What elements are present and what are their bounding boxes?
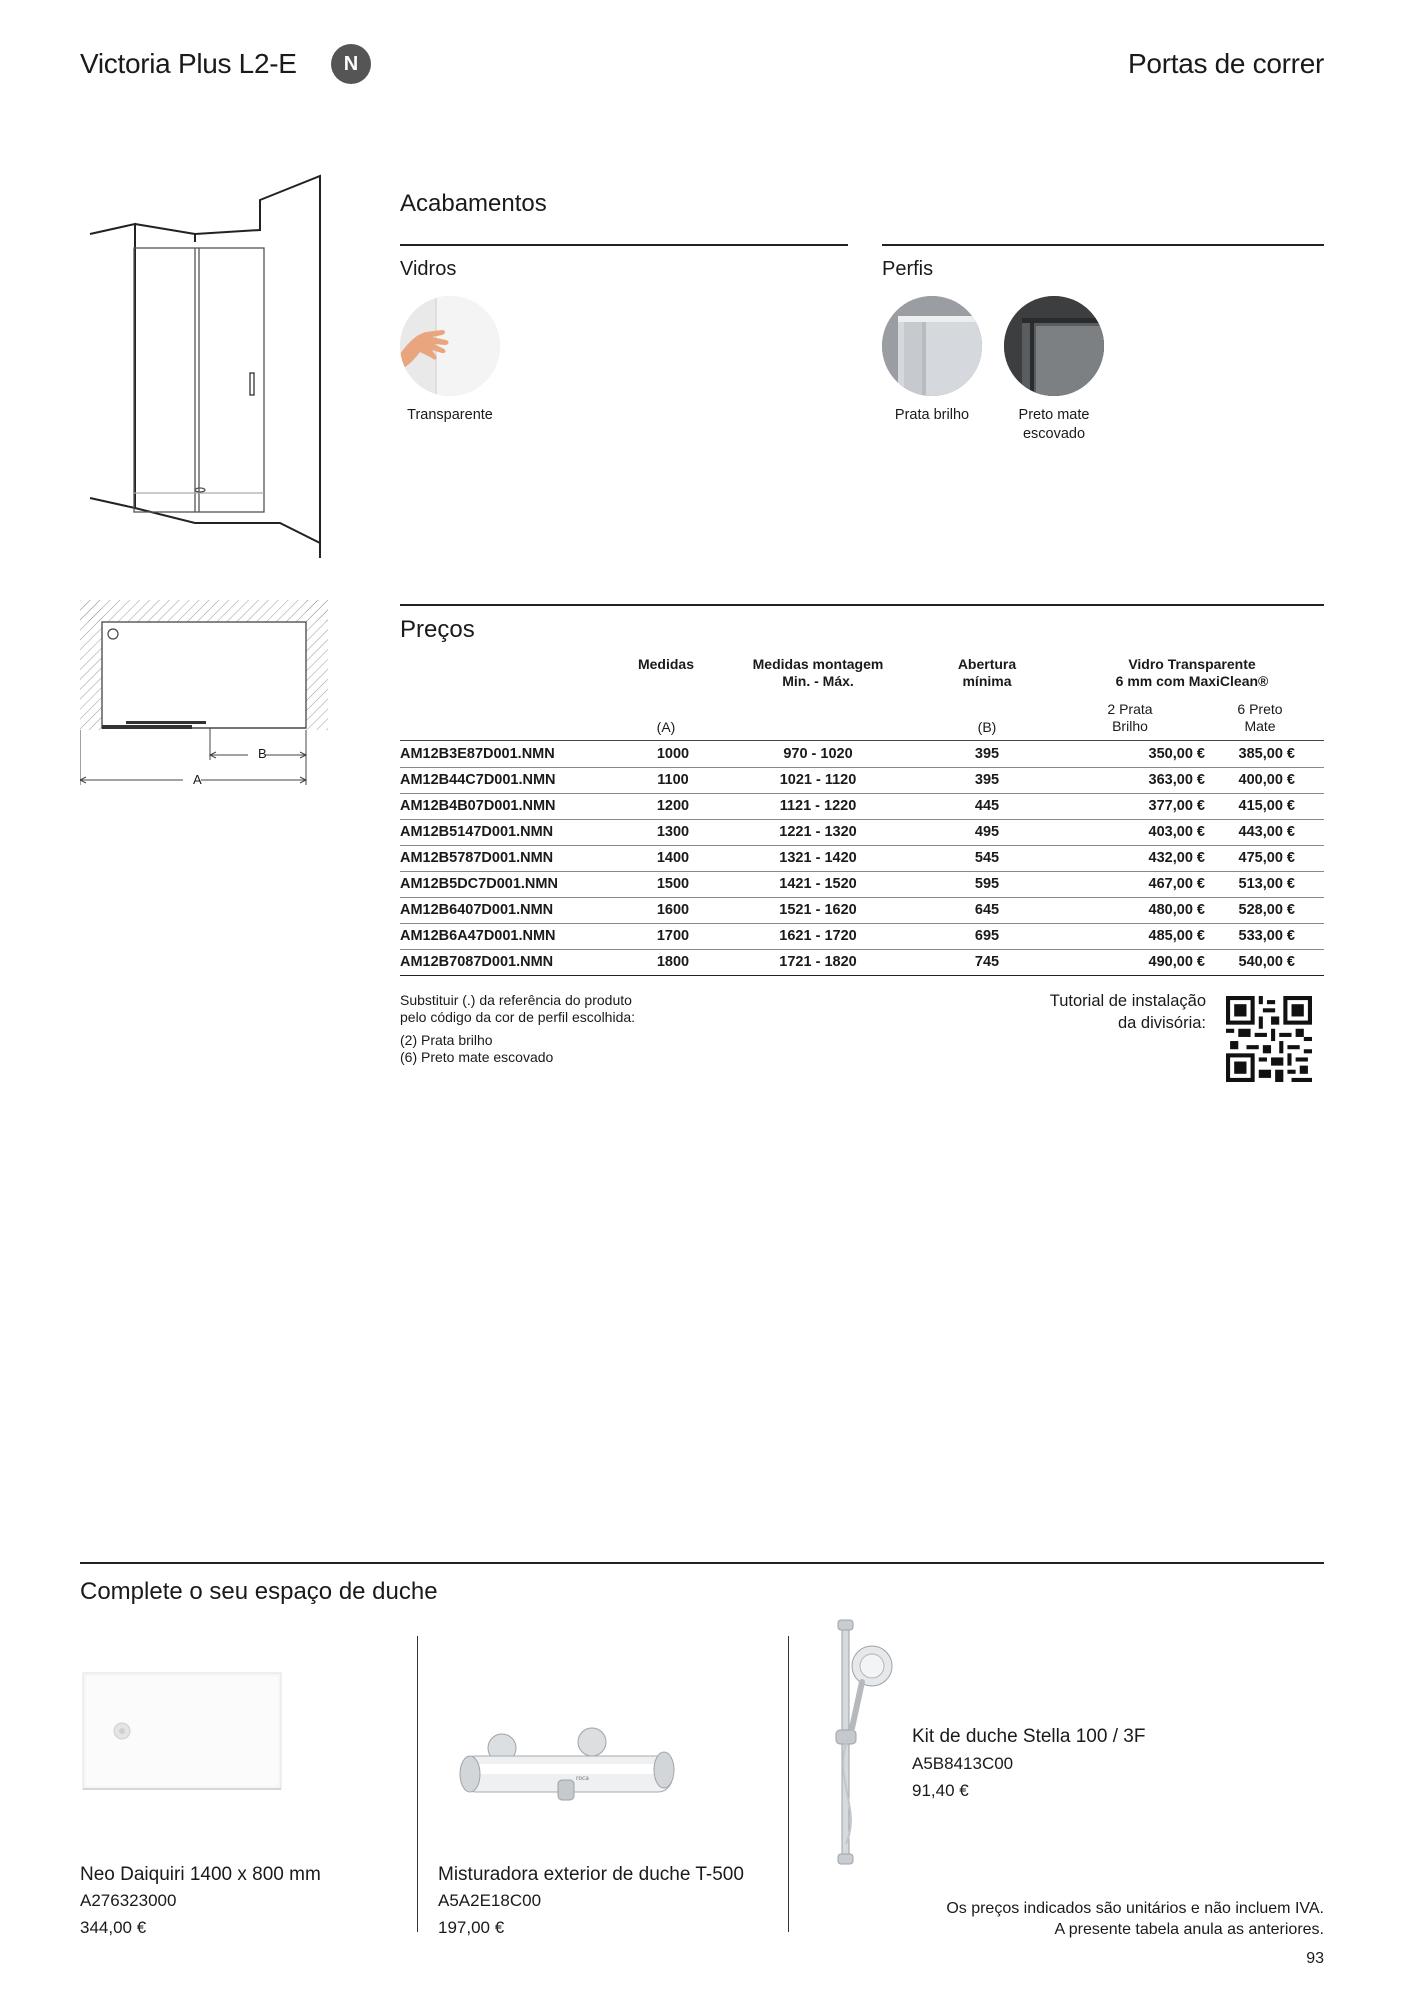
header-col6: 6 Preto Mate	[1237, 701, 1283, 734]
profiles-label: Perfis	[882, 258, 934, 280]
table-row: AM12B5787D001.NMN 1400 1321 - 1420 545 432,00 € 475,00 €	[400, 845, 1324, 872]
product-name: Neo Daiquiri 1400 x 800 mm	[80, 1864, 321, 1885]
product-name: Kit de duche Stella 100 / 3F	[912, 1726, 1146, 1747]
profile-swatch-black	[1004, 296, 1104, 396]
prices-title: Preços	[400, 616, 475, 643]
black-profile-icon	[1004, 296, 1104, 396]
product-code: A276323000	[80, 1891, 177, 1910]
header-medidas-sub: (A)	[656, 719, 676, 735]
hand-on-glass-icon	[400, 296, 500, 396]
header-medidas: Medidas	[637, 656, 694, 672]
silver-profile-icon	[882, 296, 982, 396]
table-row: AM12B44C7D001.NMN 1100 1021 - 1120 395 363,00 € 400,00 €	[400, 767, 1324, 794]
svg-text:roca: roca	[576, 1775, 589, 1782]
plan-diagram	[80, 600, 330, 790]
header-vidro: Vidro Transparente 6 mm com MaxiClean®	[1115, 656, 1269, 689]
product-price: 197,00 €	[438, 1918, 505, 1937]
product-price: 344,00 €	[80, 1918, 147, 1937]
table-row: AM12B4B07D001.NMN 1200 1121 - 1220 445 377,00 € 415,00 €	[400, 793, 1324, 820]
profile-swatch-silver	[882, 296, 982, 396]
substitution-note: Substituir (.) da referência do produto pelo código da cor de perfil escolhida: (2) Prata brilho (6) Preto mate escovado	[400, 992, 636, 1065]
dimension-label-a: A	[193, 772, 202, 787]
shower-tray-image	[82, 1672, 282, 1790]
complete-title: Complete o seu espaço de duche	[80, 1578, 438, 1605]
product-code: A5B8413C00	[912, 1754, 1014, 1773]
glass-name: Transparente	[407, 407, 493, 423]
table-row: AM12B6407D001.NMN 1600 1521 - 1620 645 480,00 € 528,00 €	[400, 897, 1324, 924]
mixer-image	[458, 1720, 678, 1810]
column-divider	[788, 1636, 789, 1932]
table-row: AM12B3E87D001.NMN 1000 970 - 1020 395 350,00 € 385,00 €	[400, 741, 1324, 768]
glass-swatch-transparent	[400, 296, 500, 396]
header-montagem: Medidas montagem Min. - Máx.	[752, 656, 884, 689]
table-row: AM12B7087D001.NMN 1800 1721 - 1820 745 490,00 € 540,00 €	[400, 949, 1324, 976]
profiles-divider	[882, 244, 1324, 246]
prices-divider	[400, 604, 1324, 606]
tutorial-label: Tutorial de instalação da divisória:	[1049, 992, 1206, 1032]
glass-divider	[400, 244, 848, 246]
profile-name-black: Preto mate escovado	[1018, 407, 1090, 442]
header-col2: 2 Prata Brilho	[1107, 701, 1153, 734]
product-price: 91,40 €	[912, 1781, 969, 1800]
product-code: A5A2E18C00	[438, 1891, 542, 1910]
complete-divider	[80, 1562, 1324, 1564]
product-title: Victoria Plus L2-E	[80, 48, 297, 79]
table-row: AM12B5DC7D001.NMN 1500 1421 - 1520 595 467,00 € 513,00 €	[400, 871, 1324, 898]
table-row: AM12B5147D001.NMN 1300 1221 - 1320 495 403,00 € 443,00 €	[400, 819, 1324, 846]
header-abertura: Abertura mínima	[957, 656, 1017, 689]
header-abertura-sub: (B)	[977, 719, 997, 735]
shower-enclosure-drawing	[80, 168, 340, 558]
qr-code-icon[interactable]	[1226, 996, 1312, 1082]
glass-label: Vidros	[400, 258, 457, 280]
price-disclaimer: Os preços indicados são unitários e não incluem IVA. A presente tabela anula as anteriores.	[946, 1900, 1324, 1938]
new-badge: N	[331, 44, 371, 84]
column-divider	[417, 1636, 418, 1932]
finishes-title: Acabamentos	[400, 190, 547, 217]
profile-name-silver: Prata brilho	[894, 407, 970, 423]
dimension-label-b: B	[258, 746, 267, 761]
shower-kit-image	[822, 1618, 902, 1868]
category-title: Portas de correr	[1128, 48, 1324, 79]
product-name: Misturadora exterior de duche T-500	[438, 1864, 744, 1885]
table-row: AM12B6A47D001.NMN 1700 1621 - 1720 695 485,00 € 533,00 €	[400, 923, 1324, 950]
page-number: 93	[1306, 1950, 1324, 1967]
